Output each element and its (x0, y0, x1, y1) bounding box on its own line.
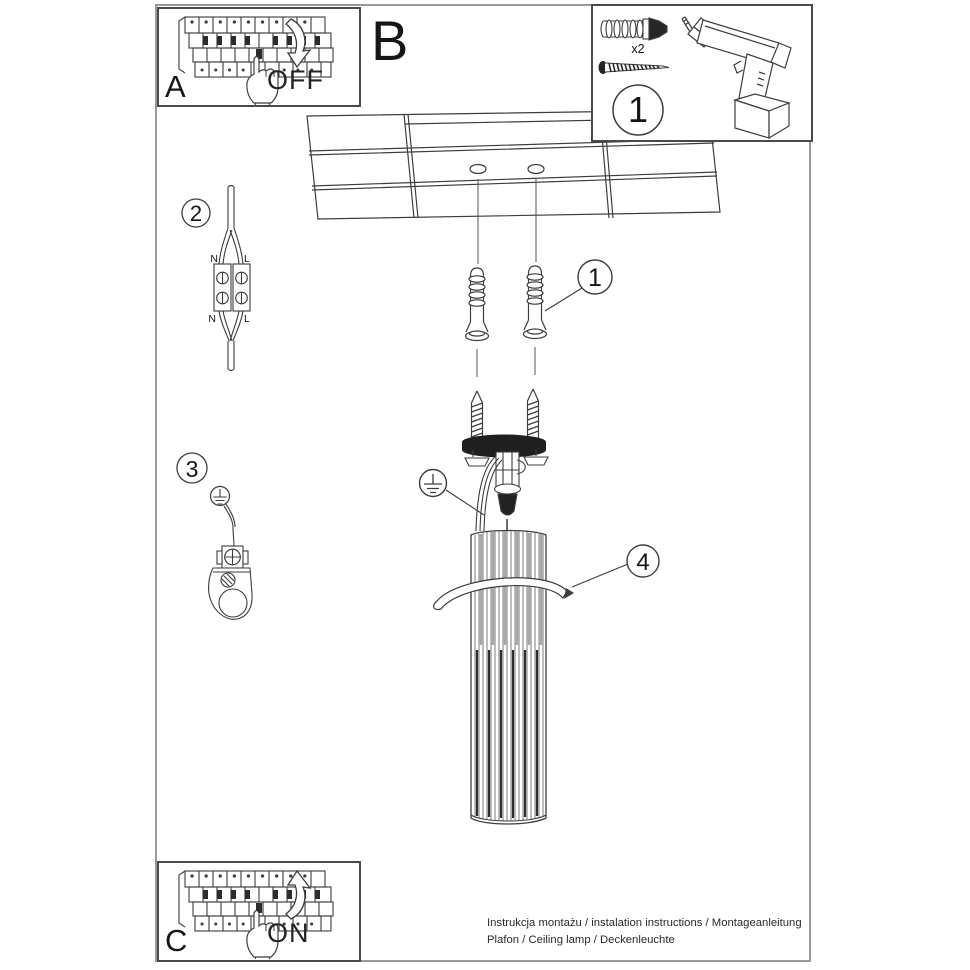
step-number: 2 (189, 201, 203, 226)
callout-number: 1 (588, 264, 602, 292)
footer-line-1: Instrukcja montażu / instalation instructions / Montageanleitung (487, 917, 802, 929)
step-number: 3 (185, 456, 199, 482)
screw-quantity-label: x2 (631, 42, 645, 56)
wall-plug-right (524, 266, 547, 339)
mounting-screws (472, 389, 539, 440)
wire-label-n: N (208, 313, 216, 325)
screw-item (599, 61, 670, 74)
breaker-on-illustration (159, 863, 359, 960)
wire-label-l: L (244, 253, 250, 265)
switch-on-label: ON (267, 918, 310, 948)
wall-plug-left (466, 268, 489, 341)
drill-icon (682, 17, 791, 138)
kit-number: 1 (627, 89, 649, 130)
section-label-b: B (371, 9, 409, 72)
footer-line-2: Plafon / Ceiling lamp / Deckenleuchte (487, 933, 675, 946)
callout-wall-plug (545, 260, 612, 311)
wire-label-l: L (244, 313, 250, 325)
panel-hardware-kit (591, 4, 813, 142)
hardware-kit-illustration (593, 6, 811, 140)
switch-off-label: OFF (267, 65, 324, 95)
section-label-a: A (165, 69, 186, 104)
wire-label-n: N (210, 253, 218, 265)
callout-shade (572, 545, 659, 587)
section-label-c: C (165, 923, 188, 958)
panel-power-on (157, 861, 361, 962)
footer-caption (487, 915, 817, 948)
step-earth (177, 453, 252, 619)
callout-number: 4 (636, 549, 650, 576)
earth-callout (420, 470, 485, 516)
lamp-shade (471, 531, 546, 825)
wall-plug-item (601, 18, 667, 40)
step-wiring (182, 186, 250, 371)
panel-power-off (157, 7, 361, 107)
breaker-off-illustration (159, 9, 359, 105)
